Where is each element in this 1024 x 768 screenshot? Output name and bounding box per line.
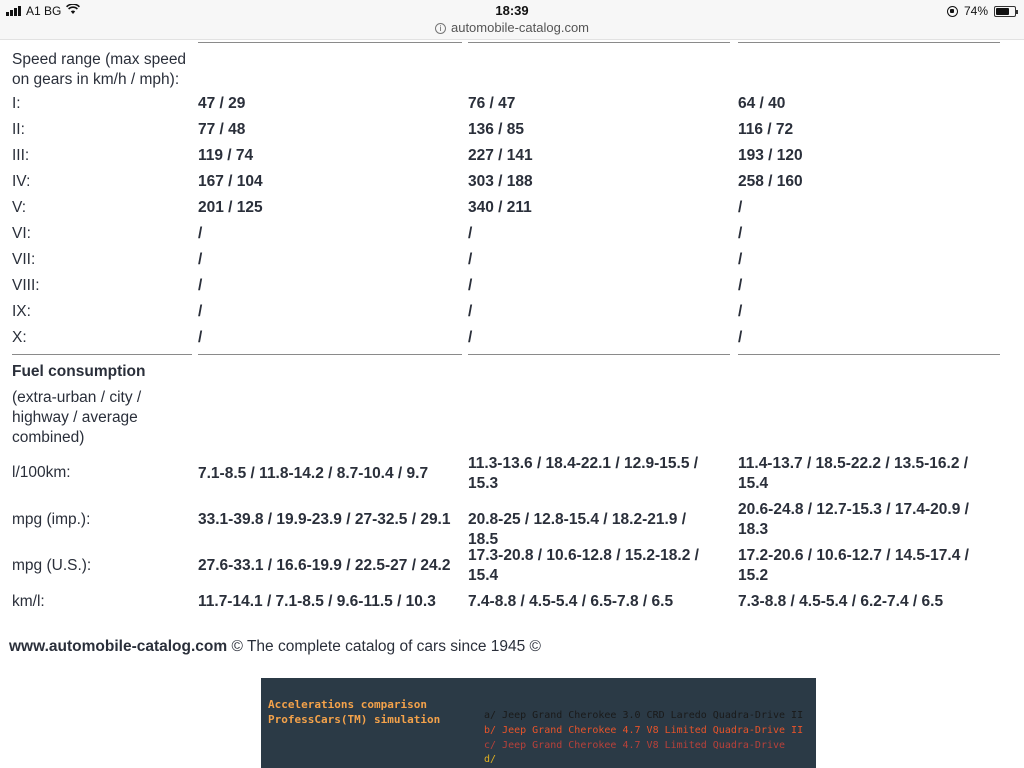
gear-speed-value: 119 / 74 bbox=[198, 147, 254, 164]
battery-percent: 74% bbox=[963, 4, 988, 18]
gear-speed-value: 136 / 85 bbox=[468, 121, 525, 138]
gear-speed-value: 76 / 47 bbox=[468, 95, 516, 112]
sim-legend-entry: d/ bbox=[484, 754, 497, 765]
sim-title-line1: Accelerations comparison bbox=[268, 698, 427, 711]
sim-legend-entry: c/ Jeep Grand Cherokee 4.7 V8 Limited Quadra-Drive bbox=[484, 740, 786, 751]
gear-label: VI: bbox=[12, 225, 31, 242]
gear-speed-value: / bbox=[738, 199, 743, 216]
info-icon[interactable]: i bbox=[435, 23, 446, 34]
gear-speed-value: 77 / 48 bbox=[198, 121, 246, 138]
gear-speed-value: 47 / 29 bbox=[198, 95, 246, 112]
fuel-consumption-value: 17.3-20.8 / 10.6-12.8 / 15.2-18.2 / 15.4 bbox=[468, 547, 699, 584]
gear-speed-value: / bbox=[738, 329, 743, 346]
gear-speed-value: / bbox=[198, 251, 203, 268]
footer-site-link[interactable]: www.automobile-catalog.com bbox=[9, 638, 228, 655]
sim-legend-entry: b/ Jeep Grand Cherokee 4.7 V8 Limited Quadra-Drive II bbox=[484, 725, 804, 736]
gear-speed-value: / bbox=[738, 225, 743, 242]
battery-fill bbox=[996, 8, 1009, 15]
gear-speed-value: 340 / 211 bbox=[468, 199, 532, 216]
fuel-unit-label: km/l: bbox=[12, 593, 45, 610]
gear-speed-value: / bbox=[198, 225, 203, 242]
carrier-name: A1 BG bbox=[26, 4, 62, 18]
gear-speed-value: 303 / 188 bbox=[468, 173, 533, 190]
fuel-consumption-value: 11.3-13.6 / 18.4-22.1 / 12.9-15.5 / 15.3 bbox=[468, 455, 699, 492]
gear-speed-value: 201 / 125 bbox=[198, 199, 263, 216]
fuel-unit-label: l/100km: bbox=[12, 464, 71, 481]
separator-line bbox=[738, 42, 1000, 43]
gear-label: VII: bbox=[12, 251, 36, 268]
gear-speed-value: 64 / 40 bbox=[738, 95, 786, 112]
gear-label: X: bbox=[12, 329, 27, 346]
separator-line bbox=[198, 354, 462, 355]
fuel-consumption-value: 17.2-20.6 / 10.6-12.7 / 14.5-17.4 / 15.2 bbox=[738, 547, 969, 584]
battery-icon bbox=[994, 6, 1016, 17]
gear-speed-value: 258 / 160 bbox=[738, 173, 803, 190]
fuel-consumption-value: 20.6-24.8 / 12.7-15.3 / 17.4-20.9 / 18.3 bbox=[738, 501, 969, 538]
gear-speed-value: / bbox=[468, 251, 473, 268]
fuel-title: Fuel consumption bbox=[12, 363, 146, 380]
gear-speed-value: 167 / 104 bbox=[198, 173, 263, 190]
fuel-unit-label: mpg (U.S.): bbox=[12, 557, 92, 574]
gear-speed-value: / bbox=[738, 277, 743, 294]
gear-label: V: bbox=[12, 199, 27, 216]
gear-speed-value: 193 / 120 bbox=[738, 147, 803, 164]
fuel-consumption-value: 33.1-39.8 / 19.9-23.9 / 27-32.5 / 29.1 bbox=[198, 511, 451, 528]
gear-speed-value: / bbox=[198, 329, 203, 346]
footer-copyright bbox=[9, 638, 541, 656]
speed-range-label: Speed range (max speed on gears in km/h / mph): bbox=[12, 51, 187, 88]
gear-label: III: bbox=[12, 147, 30, 164]
gear-speed-value: / bbox=[198, 277, 203, 294]
clock: 18:39 bbox=[495, 3, 529, 18]
gear-label: IX: bbox=[12, 303, 31, 320]
fuel-consumption-value: 7.3-8.8 / 4.5-5.4 / 6.2-7.4 / 6.5 bbox=[738, 593, 944, 610]
fuel-consumption-value: 7.4-8.8 / 4.5-5.4 / 6.5-7.8 / 6.5 bbox=[468, 593, 674, 610]
gear-speed-value: / bbox=[468, 277, 473, 294]
address-bar[interactable] bbox=[0, 20, 1024, 35]
separator-line bbox=[468, 42, 730, 43]
acceleration-simulation-image bbox=[261, 678, 816, 768]
gear-label: IV: bbox=[12, 173, 31, 190]
gear-label: II: bbox=[12, 121, 25, 138]
separator-line bbox=[198, 42, 462, 43]
orientation-lock-icon bbox=[947, 6, 958, 17]
gear-speed-value: / bbox=[468, 303, 473, 320]
fuel-consumption-value: 11.7-14.1 / 7.1-8.5 / 9.6-11.5 / 10.3 bbox=[198, 593, 436, 610]
gear-speed-value: / bbox=[198, 303, 203, 320]
fuel-consumption-value: 7.1-8.5 / 11.8-14.2 / 8.7-10.4 / 9.7 bbox=[198, 465, 429, 482]
sim-legend-entry: a/ Jeep Grand Cherokee 3.0 CRD Laredo Quadra-Drive II bbox=[484, 710, 804, 721]
fuel-subtitle: (extra-urban / city / highway / average combined) bbox=[12, 389, 142, 446]
fuel-unit-label: mpg (imp.): bbox=[12, 511, 91, 528]
status-right bbox=[947, 4, 1016, 18]
gear-label: VIII: bbox=[12, 277, 40, 294]
separator-line bbox=[468, 354, 730, 355]
separator-line bbox=[738, 354, 1000, 355]
footer-text: © The complete catalog of cars since 1945 © bbox=[227, 638, 541, 655]
gear-label: I: bbox=[12, 95, 21, 112]
gear-speed-value: / bbox=[738, 303, 743, 320]
fuel-consumption-value: 27.6-33.1 / 16.6-19.9 / 22.5-27 / 24.2 bbox=[198, 557, 451, 574]
fuel-consumption-value: 11.4-13.7 / 18.5-22.2 / 13.5-16.2 / 15.4 bbox=[738, 455, 969, 492]
gear-speed-value: / bbox=[738, 251, 743, 268]
status-bar bbox=[0, 0, 1024, 40]
url-text[interactable]: automobile-catalog.com bbox=[450, 20, 590, 35]
gear-speed-value: 116 / 72 bbox=[738, 121, 794, 138]
sim-title-line2: ProfessCars(TM) simulation bbox=[268, 713, 441, 726]
fuel-consumption-value: 20.8-25 / 12.8-15.4 / 18.2-21.9 / 18.5 bbox=[468, 511, 687, 548]
gear-speed-value: / bbox=[468, 225, 473, 242]
gear-speed-value: / bbox=[468, 329, 473, 346]
separator-line bbox=[12, 354, 192, 355]
gear-speed-value: 227 / 141 bbox=[468, 147, 533, 164]
